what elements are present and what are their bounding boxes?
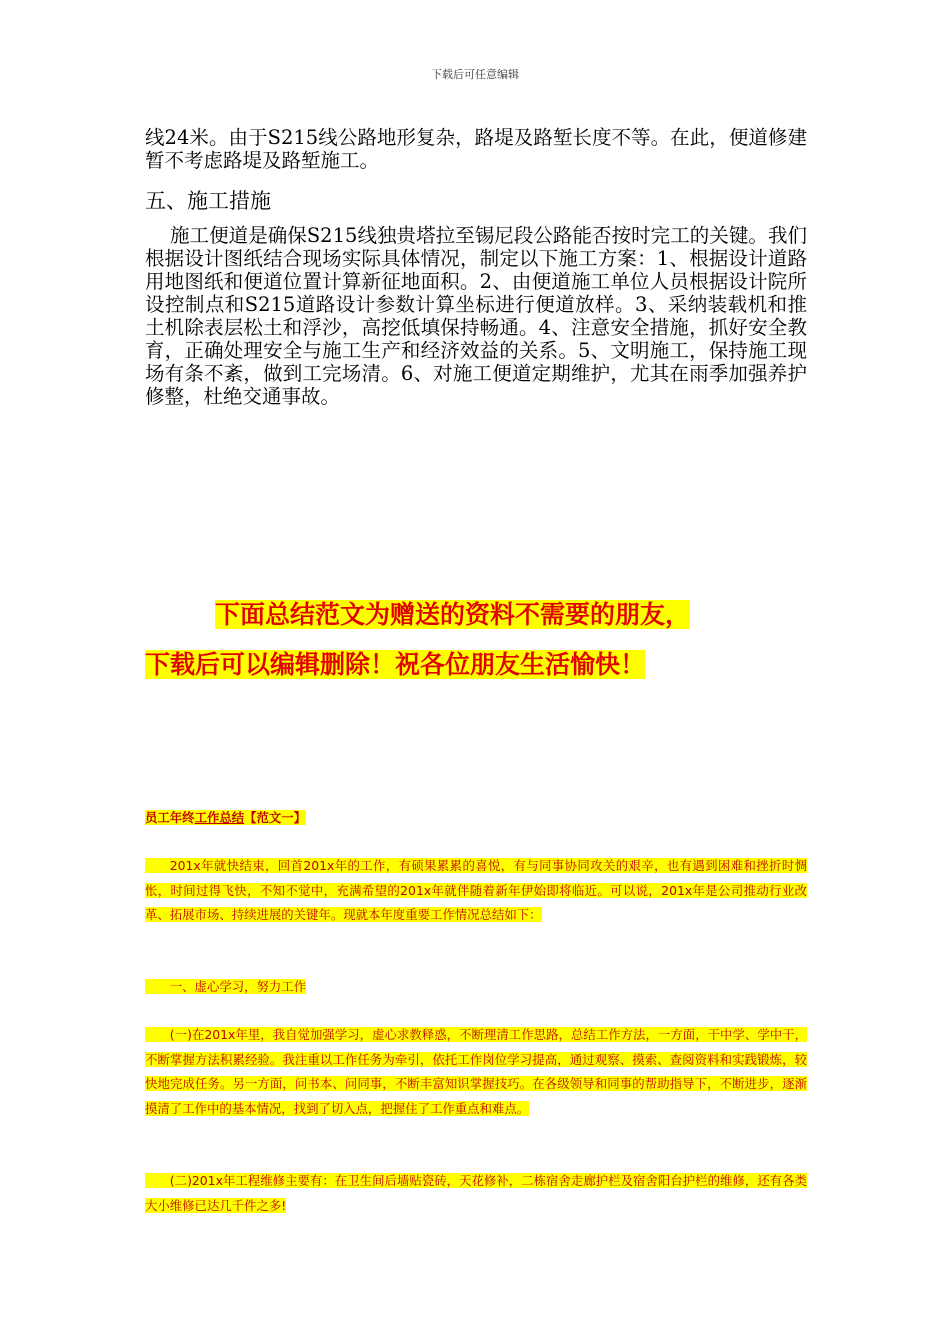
sample-title-link[interactable]: 工作总结 <box>194 810 245 825</box>
sample-paragraph-2: (一)在201x年里，我自觉加强学习，虚心求教释惑，不断理清工作思路，总结工作方法，一方面，干中学、学中干，不断掌握方法积累经验。我注重以工作任务为牵引，依托工作岗位学习提高，通过观察、摸索、查阅资料和实践锻炼，较快地完成任务。另一方面，问书本、问同事，不断丰富知识掌握技巧。在各级领导和同事的帮助指导下，不断进步，逐渐摸清了工作中的基本情况，找到了切入点，把握住了工作重点和难点。 <box>145 1027 807 1116</box>
notice-line-1: 下面总结范文为赠送的资料不需要的朋友， <box>215 600 691 629</box>
sample-heading-1: 一、虚心学习，努力工作 <box>145 975 807 1000</box>
sample-title: 员工年终工作总结【范文一】 <box>145 810 307 825</box>
notice-line-2: 下载后可以编辑删除！祝各位朋友生活愉快！ <box>145 650 646 679</box>
sample-paragraph-3: (二)201x年工程维修主要有：在卫生间后墙贴瓷砖，天花修补，二栋宿舍走廊护栏及宿舍阳台护栏的维修，还有各类大小维修已达几千件之多! <box>145 1173 807 1213</box>
sample-paragraph-1: 201x年就快结束，回首201x年的工作，有硕果累累的喜悦，有与同事协同攻关的艰辛，也有遇到困难和挫折时惆怅，时间过得飞快，不知不觉中，充满希望的201x年就伴随着新年伊始即将临近。可以说，201x年是公司推动行业改革、拓展市场、持续进展的关键年。现就本年度重要工作情况总结如下： <box>145 858 807 922</box>
paragraph-roadbed: 线24米。由于S215线公路地形复杂，路堤及路堑长度不等。在此，便道修建暂不考虑路堤及路堑施工。 <box>145 126 807 172</box>
paragraph-construction-measures: 施工便道是确保S215线独贵塔拉至锡尼段公路能否按时完工的关键。我们根据设计图纸结合现场实际具体情况，制定以下施工方案：1、根据设计道路用地图纸和便道位置计算新征地面积。2、由便道施工单位人员根据设计院所设控制点和S215道路设计参数计算坐标进行便道放样。3、采纳装载机和推土机除表层松土和浮沙，高挖低填保持畅通。4、注意安全措施，抓好安全教育，正确处理安全与施工生产和经济效益的关系。5、文明施工，保持施工现场有条不紊，做到工完场清。6、对施工便道定期维护，尤其在雨季加强养护修整，杜绝交通事故。 <box>145 224 807 408</box>
page-header: 下载后可任意编辑 <box>431 68 519 81</box>
section-heading-construction-measures: 五、施工措施 <box>145 189 271 213</box>
